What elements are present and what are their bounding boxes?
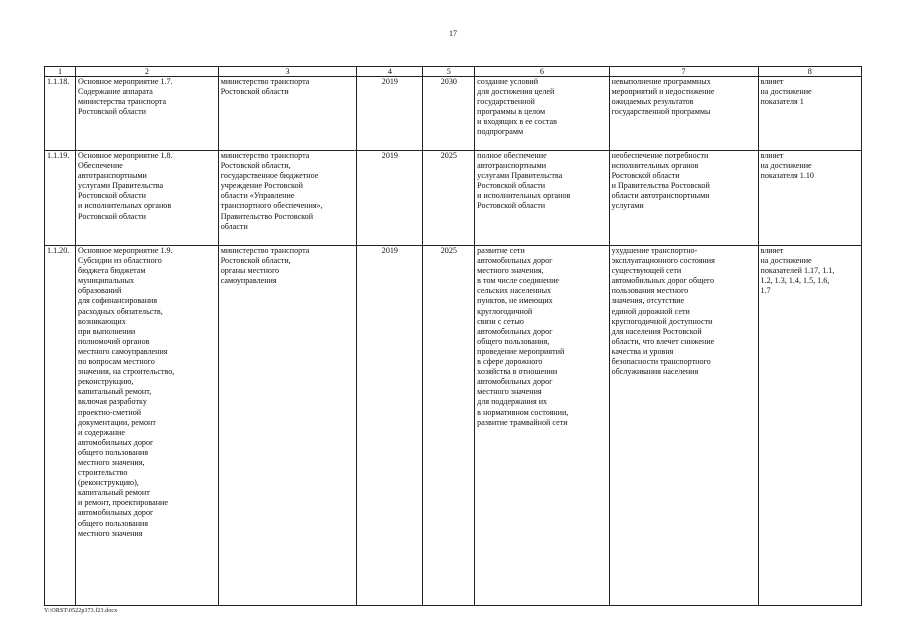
non-implementation-consequences: необеспечение потребности исполнительных органов Ростовской области и Правительства Ростовской области автотранспортными услугами [609,151,758,246]
measure-name: Основное мероприятие 1.7. Содержание аппарата министерства транспорта Ростовской области [76,77,219,151]
column-number: 1 [45,67,76,77]
column-number: 7 [609,67,758,77]
start-year: 2019 [357,77,423,151]
measure-name: Основное мероприятие 1.9. Субсидии из областного бюджета бюджетам муниципальных образований для софинансирования расходных обязательств, возникающих при выполнении полномочий органов местного самоуправления по вопросам местного значения, на строительство, реконструкцию, капитальный ремонт, включая разработку проектно-сметной документации, ремонт и содержание автомобильных дорог общего пользования местного значения, строительство (реконструкцию), капитальный ремонт и ремонт, проектирование автомобильных дорог общего пользования местного значения [76,246,219,606]
responsible-executor: министерство транспорта Ростовской области, органы местного самоуправления [218,246,357,606]
table-row [45,77,862,151]
non-implementation-consequences: невыполнение программных мероприятий и недостижение ожидаемых результатов государственной программы [609,77,758,151]
table-row [45,151,862,246]
end-year: 2030 [423,77,475,151]
start-year: 2019 [357,246,423,606]
responsible-executor: министерство транспорта Ростовской области, государственное бюджетное учреждение Ростовской области «Управление транспортного обеспечения», Правительство Ростовской области [218,151,357,246]
measure-name: Основное мероприятие 1.8. Обеспечение автотранспортными услугами Правительства Ростовской области и исполнительных органов Ростовской области [76,151,219,246]
column-number: 5 [423,67,475,77]
row-number: 1.1.20. [45,246,76,606]
column-number: 6 [475,67,609,77]
file-path-footer: Y:\ORST\0522p373.f23.docx [44,608,118,614]
indicator-link: влияет на достижение показателя 1.10 [758,151,861,246]
row-number: 1.1.19. [45,151,76,246]
table-row [45,246,862,606]
expected-result: полное обеспечение автотранспортными услугами Правительства Ростовской области и исполнительных органов Ростовской области [475,151,609,246]
column-number: 4 [357,67,423,77]
indicator-link: влияет на достижение показателя 1 [758,77,861,151]
page-number: 17 [449,29,457,38]
start-year: 2019 [357,151,423,246]
non-implementation-consequences: ухудшение транспортно- эксплуатационного состояния существующей сети автомобильных дорог общего пользования местного значения, отсутствие единой дорожной сети круглогодичной доступности для населения Ростовской области, что влечет снижение качества и уровня безопасности транспортного обслуживания населения [609,246,758,606]
column-number: 8 [758,67,861,77]
end-year: 2025 [423,151,475,246]
column-number: 2 [76,67,219,77]
responsible-executor: министерство транспорта Ростовской области [218,77,357,151]
end-year: 2025 [423,246,475,606]
measures-table [44,66,862,606]
expected-result: развитие сети автомобильных дорог местного значения, в том числе соединение сельских населенных пунктов, не имеющих круглогодичной связи с сетью автомобильных дорог общего пользования, проведение мероприятий в сфере дорожного хозяйства в отношении автомобильных дорог местного значения для поддержания их в нормативном состоянии, развитие трамвайной сети [475,246,609,606]
column-number: 3 [218,67,357,77]
column-number-row [45,67,862,77]
expected-result: создание условий для достижения целей государственной программы в целом и входящих в ее состав подпрограмм [475,77,609,151]
indicator-link: влияет на достижение показателей 1.17, 1.1, 1.2, 1.3, 1.4, 1.5, 1.6, 1.7 [758,246,861,606]
row-number: 1.1.18. [45,77,76,151]
